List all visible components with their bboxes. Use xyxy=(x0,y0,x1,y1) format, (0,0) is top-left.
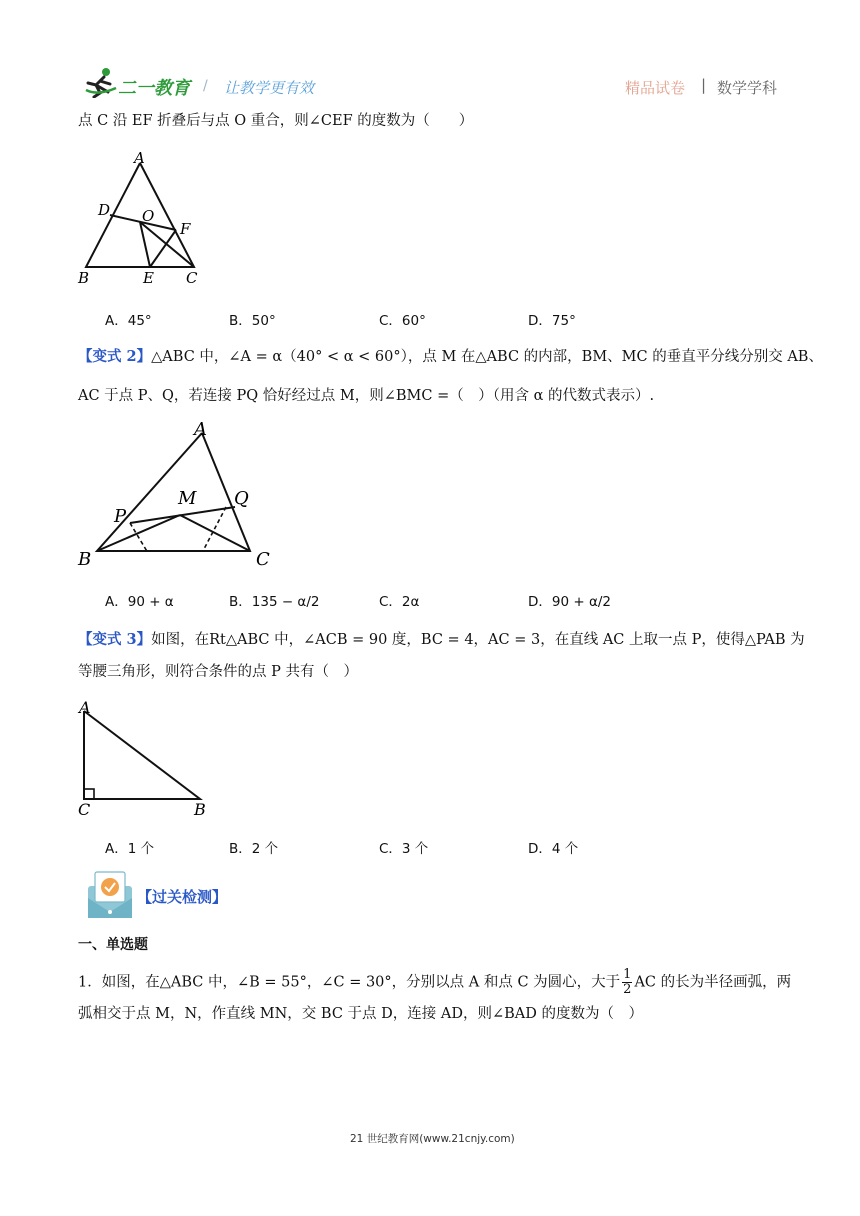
header-slash: / xyxy=(203,78,208,94)
variant2-line1 xyxy=(78,347,823,367)
variant2-option-d[interactable]: D．90 + α/2 xyxy=(528,594,612,610)
variant3-tag: 【变式 3】 xyxy=(78,631,152,648)
page-footer: 21 世纪教育网(www.21cnjy.com) xyxy=(350,1133,515,1145)
q1-fraction-den: 2 xyxy=(623,982,632,997)
variant2-option-c[interactable]: C．2α xyxy=(379,594,420,610)
label-e: E xyxy=(143,269,154,287)
q-prev-option-a[interactable]: A．45° xyxy=(105,313,152,329)
figure-right-triangle xyxy=(70,695,220,820)
label-m: M xyxy=(178,488,197,509)
label-c: C xyxy=(256,549,270,570)
variant3-line1 xyxy=(78,630,805,650)
variant2-line1-text: △ABC 中，∠A = α（40° < α < 60°），点 M 在△ABC 的内部，BM、MC 的垂直平分线分别交 AB、 xyxy=(151,349,823,365)
variant3-line2: 等腰三角形，则符合条件的点 P 共有（ ） xyxy=(78,664,358,680)
header-tag-right: 数学学科 xyxy=(717,79,778,97)
variant3-option-a[interactable]: A．1 个 xyxy=(105,841,155,857)
q-prev-option-c[interactable]: C．60° xyxy=(379,313,426,329)
header-separator: | xyxy=(701,76,707,94)
figure-perpendicular-bisectors xyxy=(70,415,280,575)
q1-line1 xyxy=(78,968,791,997)
q-prev-option-b[interactable]: B．50° xyxy=(229,313,276,329)
variant3-option-b[interactable]: B．2 个 xyxy=(229,841,279,857)
label-f: F xyxy=(180,220,191,238)
label-b: B xyxy=(78,269,90,287)
q1-fraction-num: 1 xyxy=(623,967,632,982)
label-p: P xyxy=(114,506,127,527)
header-slogan: 让教学更有效 xyxy=(224,79,315,97)
variant3-option-d[interactable]: D．4 个 xyxy=(528,841,579,857)
section-title: 【过关检测】 xyxy=(137,888,228,906)
logo-text: 二一教育 xyxy=(118,78,190,99)
variant2-option-b[interactable]: B．135 − α/2 xyxy=(229,594,320,610)
label-a: A xyxy=(134,149,145,167)
variant2-tag: 【变式 2】 xyxy=(78,348,152,365)
label-b: B xyxy=(194,800,206,819)
page-header xyxy=(0,0,860,110)
variant2-option-a[interactable]: A．90 + α xyxy=(105,594,174,610)
checkpoint-badge-icon xyxy=(86,870,134,920)
q1-line1-text: 1．如图，在△ABC 中，∠B = 55°，∠C = 30°，分别以点 A 和点 C 为圆心，大于 xyxy=(78,974,621,991)
q1-line2: 弧相交于点 M，N，作直线 MN，交 BC 于点 D，连接 AD，则∠BAD 的度数为（ ） xyxy=(78,1006,643,1022)
q1-fraction xyxy=(622,968,632,997)
label-a: A xyxy=(194,419,207,440)
figure-fold-triangle xyxy=(70,145,220,290)
label-c: C xyxy=(78,800,91,819)
runner-logo-icon xyxy=(82,66,118,98)
variant3-option-c[interactable]: C．3 个 xyxy=(379,841,429,857)
label-q: Q xyxy=(234,488,249,509)
label-d: D xyxy=(98,201,111,219)
label-a: A xyxy=(79,698,91,717)
q1-line1-tail: AC 的长为半径画弧，两 xyxy=(634,974,792,991)
label-o: O xyxy=(142,207,155,225)
q-prev-stem: 点 C 沿 EF 折叠后与点 O 重合，则∠CEF 的度数为（ ） xyxy=(78,113,474,129)
variant3-line1-text: 如图，在Rt△ABC 中，∠ACB = 90 度，BC = 4，AC = 3，在直线 AC 上取一点 P，使得△PAB 为 xyxy=(151,632,805,648)
label-b: B xyxy=(78,549,92,570)
label-c: C xyxy=(186,269,198,287)
variant2-line2: AC 于点 P、Q，若连接 PQ 恰好经过点 M，则∠BMC =（ ）（用含 α 的代数式表示）. xyxy=(78,388,655,404)
q-prev-option-d[interactable]: D．75° xyxy=(528,313,576,329)
header-tag-left: 精品试卷 xyxy=(625,79,686,97)
section-subtitle: 一、单选题 xyxy=(78,937,148,953)
